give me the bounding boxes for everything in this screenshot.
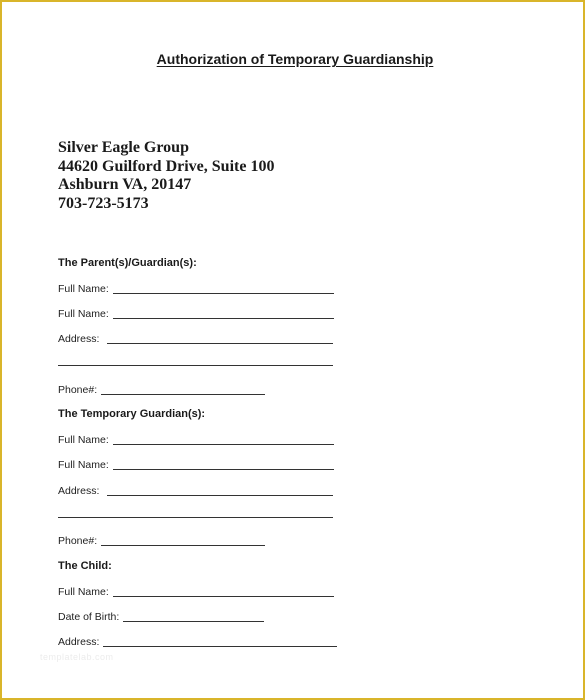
guardian-section-heading: The Temporary Guardian(s): [58,408,206,420]
child-dob-field[interactable] [58,609,264,623]
guardian-address-field[interactable] [58,483,333,497]
child-section-heading: The Child: [58,560,112,572]
parent-full-name-2-label: Full Name: [58,308,109,320]
child-full-name-field[interactable] [58,584,334,598]
parent-address-line[interactable] [107,343,333,344]
document-title: Authorization of Temporary Guardianship [156,51,434,67]
guardian-full-name-1-line[interactable] [113,444,334,445]
child-full-name-label: Full Name: [58,586,109,598]
parent-full-name-2-line[interactable] [113,318,334,319]
parent-address-line-2[interactable] [58,365,333,366]
parent-phone-field[interactable] [58,382,265,396]
guardian-full-name-2-field[interactable] [58,457,334,471]
child-address-line[interactable] [103,646,337,647]
guardian-full-name-2-label: Full Name: [58,459,109,471]
organization-name: Silver Eagle Group [58,139,189,156]
guardian-full-name-1-label: Full Name: [58,434,109,446]
organization-address-line1: 44620 Guilford Drive, Suite 100 [58,157,275,175]
child-full-name-line[interactable] [113,596,334,597]
child-address-field[interactable] [58,634,337,648]
parent-address-field[interactable] [58,331,333,345]
guardian-phone-label: Phone#: [58,535,98,547]
guardian-address-label: Address: [58,485,100,497]
guardian-address-line[interactable] [107,495,333,496]
guardian-address-line-2[interactable] [58,517,333,518]
parent-full-name-1-label: Full Name: [58,283,109,295]
parent-phone-line[interactable] [101,394,265,395]
organization-phone: 703-723-5173 [58,194,149,212]
child-dob-label: Date of Birth: [58,611,120,623]
parent-full-name-1-line[interactable] [113,293,334,294]
guardian-phone-line[interactable] [101,545,265,546]
parent-phone-label: Phone#: [58,384,98,396]
child-address-label: Address: [58,636,100,648]
parent-address-label: Address: [58,333,100,345]
parent-full-name-2-field[interactable] [58,306,334,320]
guardian-full-name-1-field[interactable] [58,432,334,446]
parent-full-name-1-field[interactable] [58,281,334,295]
watermark: templatelab.com [40,652,114,662]
parent-section-heading: The Parent(s)/Guardian(s): [58,257,197,269]
guardian-phone-field[interactable] [58,533,265,547]
organization-address-line2: Ashburn VA, 20147 [58,176,192,193]
child-dob-line[interactable] [123,621,264,622]
guardian-full-name-2-line[interactable] [113,469,334,470]
organization-block [58,139,274,213]
